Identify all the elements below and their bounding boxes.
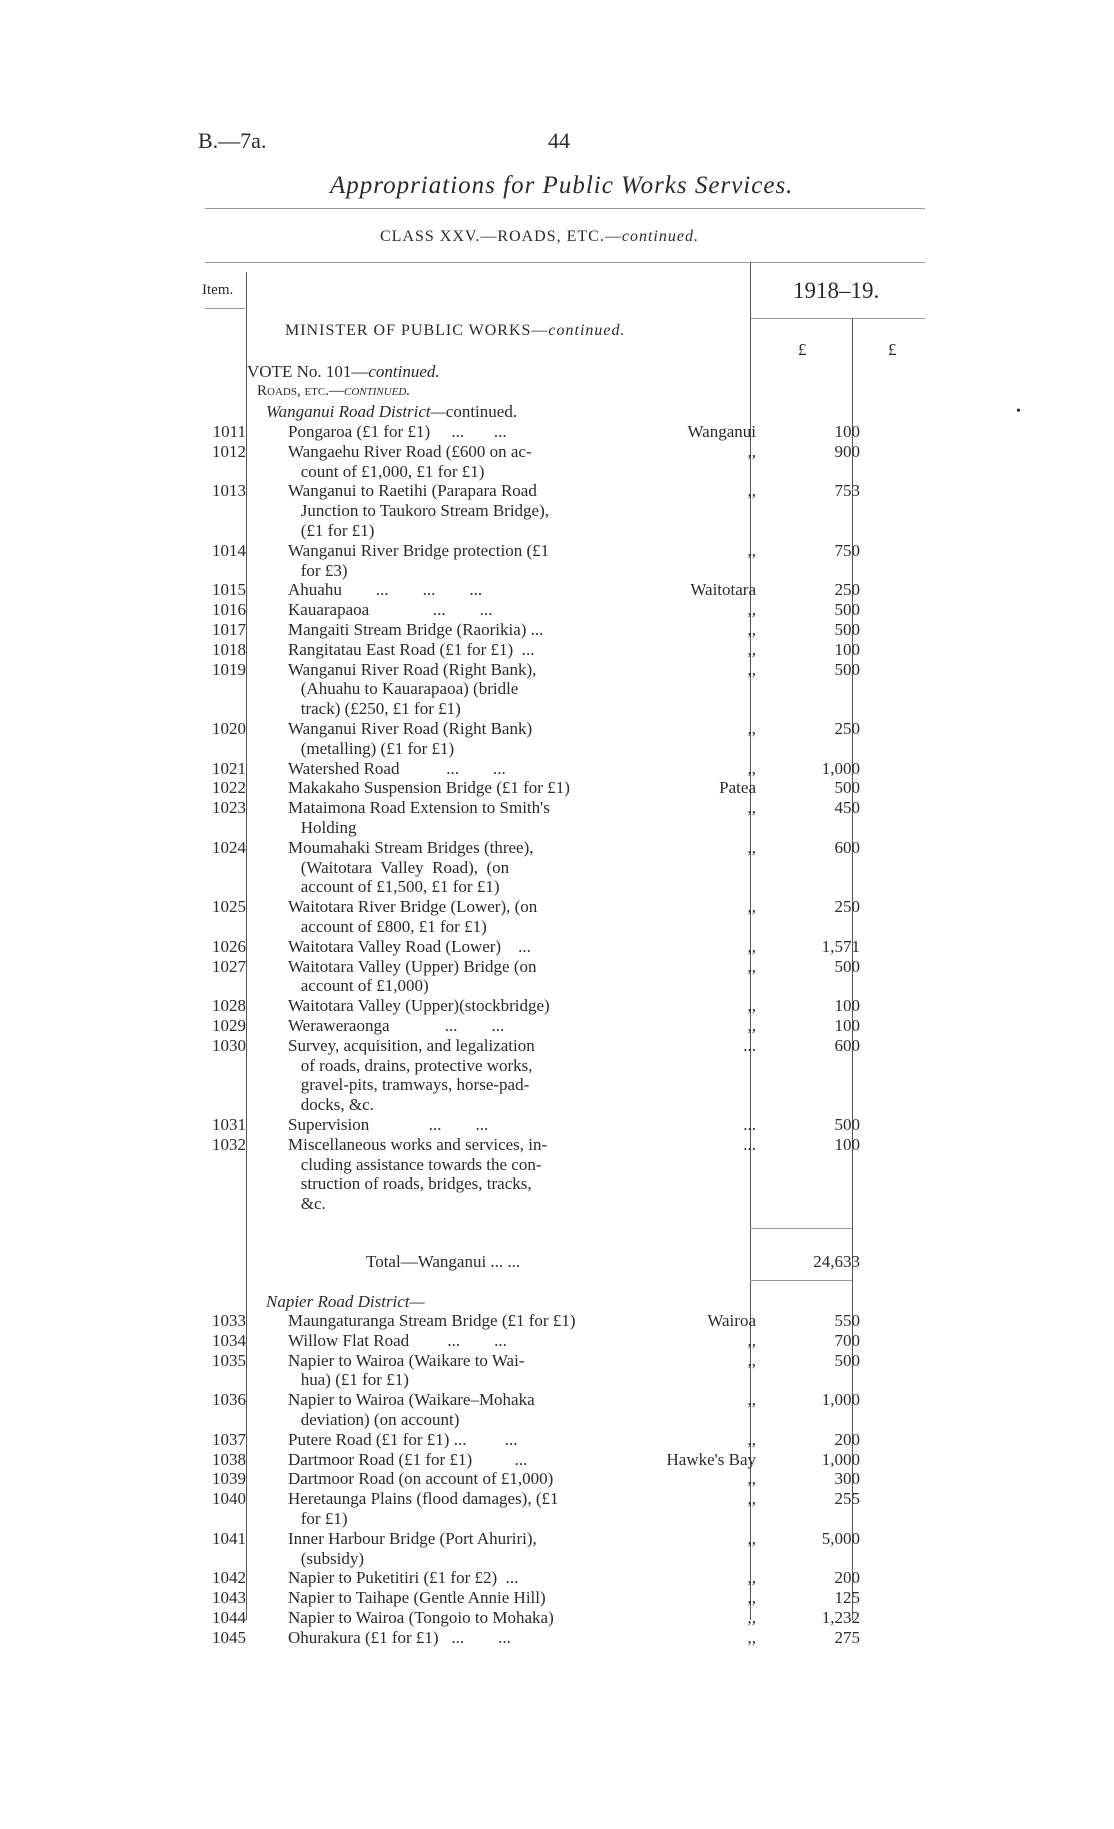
table-row	[0, 1568, 1114, 1588]
item-description-line: Junction to Taukoro Stream Bridge),	[288, 501, 550, 521]
roads-heading-cont: continued.	[343, 383, 411, 399]
amount-cell: 100	[834, 639, 860, 659]
item-number: 1034	[212, 1330, 246, 1350]
item-description-line: &c.	[288, 1194, 326, 1214]
class-heading	[380, 228, 699, 246]
item-description-line: Ahuahu ... ... ...	[288, 580, 483, 600]
table-row	[0, 937, 1114, 957]
item-number: 1021	[212, 758, 246, 778]
item-number: 1045	[212, 1627, 246, 1647]
amount-cell: 1,232	[821, 1608, 860, 1627]
table-row	[0, 1016, 1114, 1036]
item-description-line: Waitotara Valley Road (Lower) ...	[288, 936, 531, 956]
item-description-line: Kauarapaoa ... ...	[288, 600, 493, 620]
district-cell: ,,	[747, 1390, 756, 1410]
district-cell: ,,	[747, 600, 756, 620]
item-description-line: Wanganui River Road (Right Bank)	[288, 719, 533, 738]
district-cell: ,,	[747, 639, 756, 659]
amount-cell: 100	[834, 422, 860, 441]
district-cell: ,,	[747, 1528, 756, 1548]
item-description-line: account of £800, £1 for £1)	[288, 916, 487, 936]
currency-symbol-1: £	[798, 340, 807, 359]
item-description-line: hua) (£1 for £1)	[288, 1370, 409, 1390]
amount-cell: 200	[834, 1429, 860, 1449]
district-cell: ,,	[747, 1608, 756, 1627]
table-row	[0, 759, 1114, 779]
amount-cell: 753	[834, 481, 860, 501]
item-description-line: Dartmoor Road (£1 for £1) ...	[288, 1449, 528, 1469]
item-description-line: Watershed Road ... ...	[288, 758, 506, 778]
item-description-line: Waitotara River Bridge (Lower), (on	[288, 897, 538, 917]
total-bottom-rule	[750, 1280, 852, 1281]
item-number: 1031	[212, 1115, 246, 1134]
item-number: 1016	[212, 600, 246, 620]
item-number: 1027	[212, 956, 246, 976]
report-code: B.—7a.	[198, 128, 267, 153]
vote-heading-cont: continued.	[368, 362, 440, 381]
table-row	[0, 1311, 1114, 1331]
district-cell: ,,	[747, 897, 756, 917]
napier-district-heading: Napier Road District—	[266, 1292, 425, 1311]
item-description-line: Mataimona Road Extension to Smith's	[288, 798, 550, 818]
amount-cell: 1,000	[821, 1449, 860, 1469]
item-number: 1018	[212, 639, 246, 659]
district-cell: ,,	[747, 996, 756, 1016]
year-heading: 1918–19.	[793, 278, 880, 303]
amount-cell: 500	[834, 778, 860, 798]
item-number: 1015	[212, 580, 246, 600]
minister-heading-cont: continued.	[548, 322, 626, 339]
table-row	[0, 659, 1114, 719]
item-description-line: account of £1,500, £1 for £1)	[288, 877, 500, 897]
item-description-line: track) (£250, £1 for £1)	[288, 699, 461, 719]
item-number: 1037	[212, 1429, 246, 1449]
table-row	[0, 580, 1114, 600]
amount-cell: 300	[834, 1469, 860, 1489]
district-cell: ,,	[747, 936, 756, 956]
item-description-line: count of £1,000, £1 for £1)	[288, 461, 485, 481]
item-header-rule	[205, 308, 245, 309]
district-cell: ,,	[747, 758, 756, 778]
table-row	[0, 719, 1114, 758]
item-number: 1043	[212, 1588, 246, 1608]
amount-cell: 100	[834, 1016, 860, 1035]
item-number: 1035	[212, 1350, 246, 1370]
total-label: Total—Wanganui ... ...	[366, 1252, 521, 1271]
item-description-line: Maungaturanga Stream Bridge (£1 for £1)	[288, 1311, 576, 1330]
item-number: 1033	[212, 1311, 246, 1330]
amount-cell: 100	[834, 996, 860, 1016]
table-row	[0, 1450, 1114, 1470]
table-row	[0, 441, 1114, 481]
district-cell: ,,	[747, 1627, 756, 1647]
district-cell: Hawke's Bay	[666, 1449, 756, 1469]
page-number: 44	[548, 128, 570, 153]
item-number: 1041	[212, 1528, 246, 1548]
district-cell: ...	[743, 1134, 756, 1154]
district-cell: ,,	[747, 719, 756, 738]
district-cell: ,,	[747, 837, 756, 857]
item-description-line: Weraweraonga ... ...	[288, 1016, 505, 1035]
item-number: 1026	[212, 936, 246, 956]
district-cell: ,,	[747, 481, 756, 501]
item-description-line: (subsidy)	[288, 1548, 365, 1568]
item-number: 1039	[212, 1469, 246, 1489]
amount-cell: 250	[834, 719, 860, 738]
amount-cell: 500	[834, 600, 860, 620]
district-cell: ...	[743, 1115, 756, 1134]
page-title: Appropriations for Public Works Services.	[330, 172, 794, 199]
item-description-line: Napier to Taihape (Gentle Annie Hill)	[288, 1588, 546, 1608]
item-description-line: deviation) (on account)	[288, 1409, 460, 1429]
item-description-line: Waitotara Valley (Upper) Bridge (on	[288, 956, 537, 976]
item-number: 1017	[212, 620, 246, 639]
item-description-line: Dartmoor Road (on account of £1,000)	[288, 1469, 554, 1489]
table-row	[0, 1489, 1114, 1528]
item-description-line: struction of roads, bridges, tracks,	[288, 1174, 532, 1194]
item-description-line: Supervision ... ...	[288, 1115, 489, 1134]
table-row	[0, 798, 1114, 837]
item-description-line: Napier to Puketitiri (£1 for £2) ...	[288, 1568, 519, 1588]
amount-cell: 5,000	[821, 1528, 860, 1548]
item-description-line: Pongaroa (£1 for £1) ... ...	[288, 422, 507, 441]
amount-cell: 600	[834, 1035, 860, 1055]
item-number: 1020	[212, 719, 246, 738]
table-row	[0, 1469, 1114, 1489]
item-column-label: Item.	[202, 282, 234, 298]
table-row	[0, 540, 1114, 580]
district-cell: Wairoa	[707, 1311, 756, 1330]
class-heading-cont: continued.	[621, 228, 699, 245]
amount-cell: 255	[834, 1489, 860, 1509]
district-cell: ,,	[747, 1330, 756, 1350]
table-row	[0, 956, 1114, 996]
item-number: 1030	[212, 1035, 246, 1055]
item-description-line: Makakaho Suspension Bridge (£1 for £1)	[288, 778, 570, 798]
item-description-line: Mangaiti Stream Bridge (Raorikia) ...	[288, 620, 544, 639]
district-cell: ,,	[747, 1429, 756, 1449]
district-cell: ,,	[747, 1489, 756, 1509]
year-header-rule	[750, 318, 925, 319]
district-cell: ...	[743, 1035, 756, 1055]
roads-heading	[257, 383, 410, 400]
amount-cell: 250	[834, 897, 860, 917]
item-number: 1022	[212, 778, 246, 798]
table-row	[0, 778, 1114, 798]
table-row	[0, 1628, 1114, 1648]
item-number: 1040	[212, 1489, 246, 1509]
item-number: 1044	[212, 1608, 246, 1627]
item-description-line: docks, &c.	[288, 1095, 374, 1115]
item-number: 1038	[212, 1449, 246, 1469]
district-cell: Waitotara	[690, 580, 756, 600]
currency-symbol-2: £	[888, 340, 897, 359]
amount-cell: 200	[834, 1568, 860, 1588]
district-cell: ,,	[747, 1350, 756, 1370]
amount-cell: 1,000	[821, 758, 860, 778]
item-description-line: for £1)	[288, 1508, 348, 1528]
item-number: 1013	[212, 481, 246, 501]
item-number: 1025	[212, 897, 246, 917]
total-top-rule	[750, 1228, 852, 1229]
item-description-line: Ohurakura (£1 for £1) ... ...	[288, 1627, 511, 1647]
item-description-line: Napier to Wairoa (Waikare–Mohaka	[288, 1390, 535, 1410]
district-cell: Patea	[719, 778, 756, 798]
item-description-line: Wanganui to Raetihi (Parapara Road	[288, 481, 537, 501]
district-cell: ,,	[747, 1016, 756, 1035]
roads-heading-main: Roads, etc.—	[257, 383, 344, 399]
title-rule	[205, 208, 925, 209]
total-amount: 24,633	[813, 1252, 860, 1271]
vote-heading-main: VOTE No. 101—	[247, 362, 369, 381]
item-description-line: cluding assistance towards the con-	[288, 1154, 542, 1174]
amount-cell: 1,571	[821, 936, 860, 956]
table-row	[0, 996, 1114, 1016]
amount-cell: 900	[834, 441, 860, 461]
table-row	[0, 1528, 1114, 1568]
minister-heading-main: MINISTER OF PUBLIC WORKS—	[285, 322, 549, 339]
item-description-line: for £3)	[288, 560, 348, 580]
table-row	[0, 837, 1114, 897]
district-cell: Wanganui	[687, 422, 756, 441]
table-row	[0, 1035, 1114, 1115]
item-description-line: Rangitatau East Road (£1 for £1) ...	[288, 639, 535, 659]
district-cell: ,,	[747, 659, 756, 679]
item-description-line: Willow Flat Road ... ...	[288, 1330, 507, 1350]
amount-cell: 500	[834, 620, 860, 639]
table-row	[0, 620, 1114, 640]
wanganui-district-main: Wanganui Road District—	[266, 402, 446, 421]
item-number: 1042	[212, 1568, 246, 1588]
amount-cell: 100	[834, 1134, 860, 1154]
amount-cell: 275	[834, 1627, 860, 1647]
amount-cell: 1,000	[821, 1390, 860, 1410]
table-row	[0, 1350, 1114, 1390]
item-description-line: of roads, drains, protective works,	[288, 1055, 533, 1075]
amount-cell: 500	[834, 1350, 860, 1370]
amount-cell: 500	[834, 956, 860, 976]
vote-heading	[247, 362, 440, 382]
item-description-line: Miscellaneous works and services, in-	[288, 1134, 548, 1154]
item-number: 1019	[212, 659, 246, 679]
amount-cell: 250	[834, 580, 860, 600]
item-description-line: Wangaehu River Road (£600 on ac-	[288, 441, 532, 461]
item-description-line: gravel-pits, tramways, horse-pad-	[288, 1075, 530, 1095]
item-description-line: Napier to Wairoa (Tongoio to Mohaka)	[288, 1608, 554, 1627]
table-row	[0, 422, 1114, 442]
item-description-line: account of £1,000)	[288, 976, 429, 996]
margin-mark: •	[1016, 404, 1021, 419]
item-description-line: (Waitotara Valley Road), (on	[288, 857, 510, 877]
amount-cell: 500	[834, 659, 860, 679]
amount-cell: 500	[834, 1115, 860, 1134]
item-description-line: Inner Harbour Bridge (Port Ahuriri),	[288, 1528, 537, 1548]
table-row	[0, 1608, 1114, 1628]
item-description-line: (Ahuahu to Kauarapaoa) (bridle	[288, 679, 519, 699]
table-top-rule	[205, 262, 925, 263]
item-description-line: Wanganui River Bridge protection (£1	[288, 540, 550, 560]
item-description-line: Heretaunga Plains (flood damages), (£1	[288, 1489, 559, 1509]
wanganui-district-cont: continued.	[445, 402, 518, 421]
item-number: 1032	[212, 1134, 246, 1154]
item-number: 1023	[212, 798, 246, 818]
item-description-line: (metalling) (£1 for £1)	[288, 738, 455, 758]
amount-cell: 550	[834, 1311, 860, 1330]
item-description-line: Moumahaki Stream Bridges (three),	[288, 837, 534, 857]
table-row	[0, 1115, 1114, 1135]
wanganui-district-heading	[266, 402, 517, 422]
table-row	[0, 1430, 1114, 1450]
table-row	[0, 897, 1114, 936]
item-description-line: (£1 for £1)	[288, 520, 375, 540]
item-number: 1036	[212, 1390, 246, 1410]
table-row	[0, 481, 1114, 540]
table-row	[0, 600, 1114, 620]
amount-cell: 125	[834, 1588, 860, 1608]
item-description-line: Survey, acquisition, and legalization	[288, 1035, 535, 1055]
table-row	[0, 1588, 1114, 1608]
district-cell: ,,	[747, 1568, 756, 1588]
item-description-line: Waitotara Valley (Upper)(stockbridge)	[288, 996, 550, 1016]
amount-cell: 700	[834, 1330, 860, 1350]
district-cell: ,,	[747, 441, 756, 461]
item-description-line: Wanganui River Road (Right Bank),	[288, 659, 537, 679]
item-number: 1029	[212, 1016, 246, 1035]
table-row	[0, 640, 1114, 660]
district-cell: ,,	[747, 956, 756, 976]
district-cell: ,,	[747, 620, 756, 639]
district-cell: ,,	[747, 1588, 756, 1608]
amount-cell: 450	[834, 798, 860, 818]
amount-cell: 750	[834, 540, 860, 560]
district-cell: ,,	[747, 798, 756, 818]
district-cell: ,,	[747, 1469, 756, 1489]
item-description-line: Holding	[288, 817, 357, 837]
item-description-line: Putere Road (£1 for £1) ... ...	[288, 1429, 518, 1449]
table-row	[0, 1134, 1114, 1214]
item-number: 1012	[212, 441, 246, 461]
item-description-line: Napier to Wairoa (Waikare to Wai-	[288, 1350, 525, 1370]
table-row	[0, 1331, 1114, 1351]
district-cell: ,,	[747, 540, 756, 560]
item-number: 1024	[212, 837, 246, 857]
item-number: 1011	[212, 422, 246, 441]
item-number: 1028	[212, 996, 246, 1016]
minister-heading	[285, 322, 626, 340]
amount-cell: 600	[834, 837, 860, 857]
table-row	[0, 1390, 1114, 1429]
class-heading-main: CLASS XXV.—ROADS, ETC.—	[380, 228, 622, 245]
item-number: 1014	[212, 540, 246, 560]
